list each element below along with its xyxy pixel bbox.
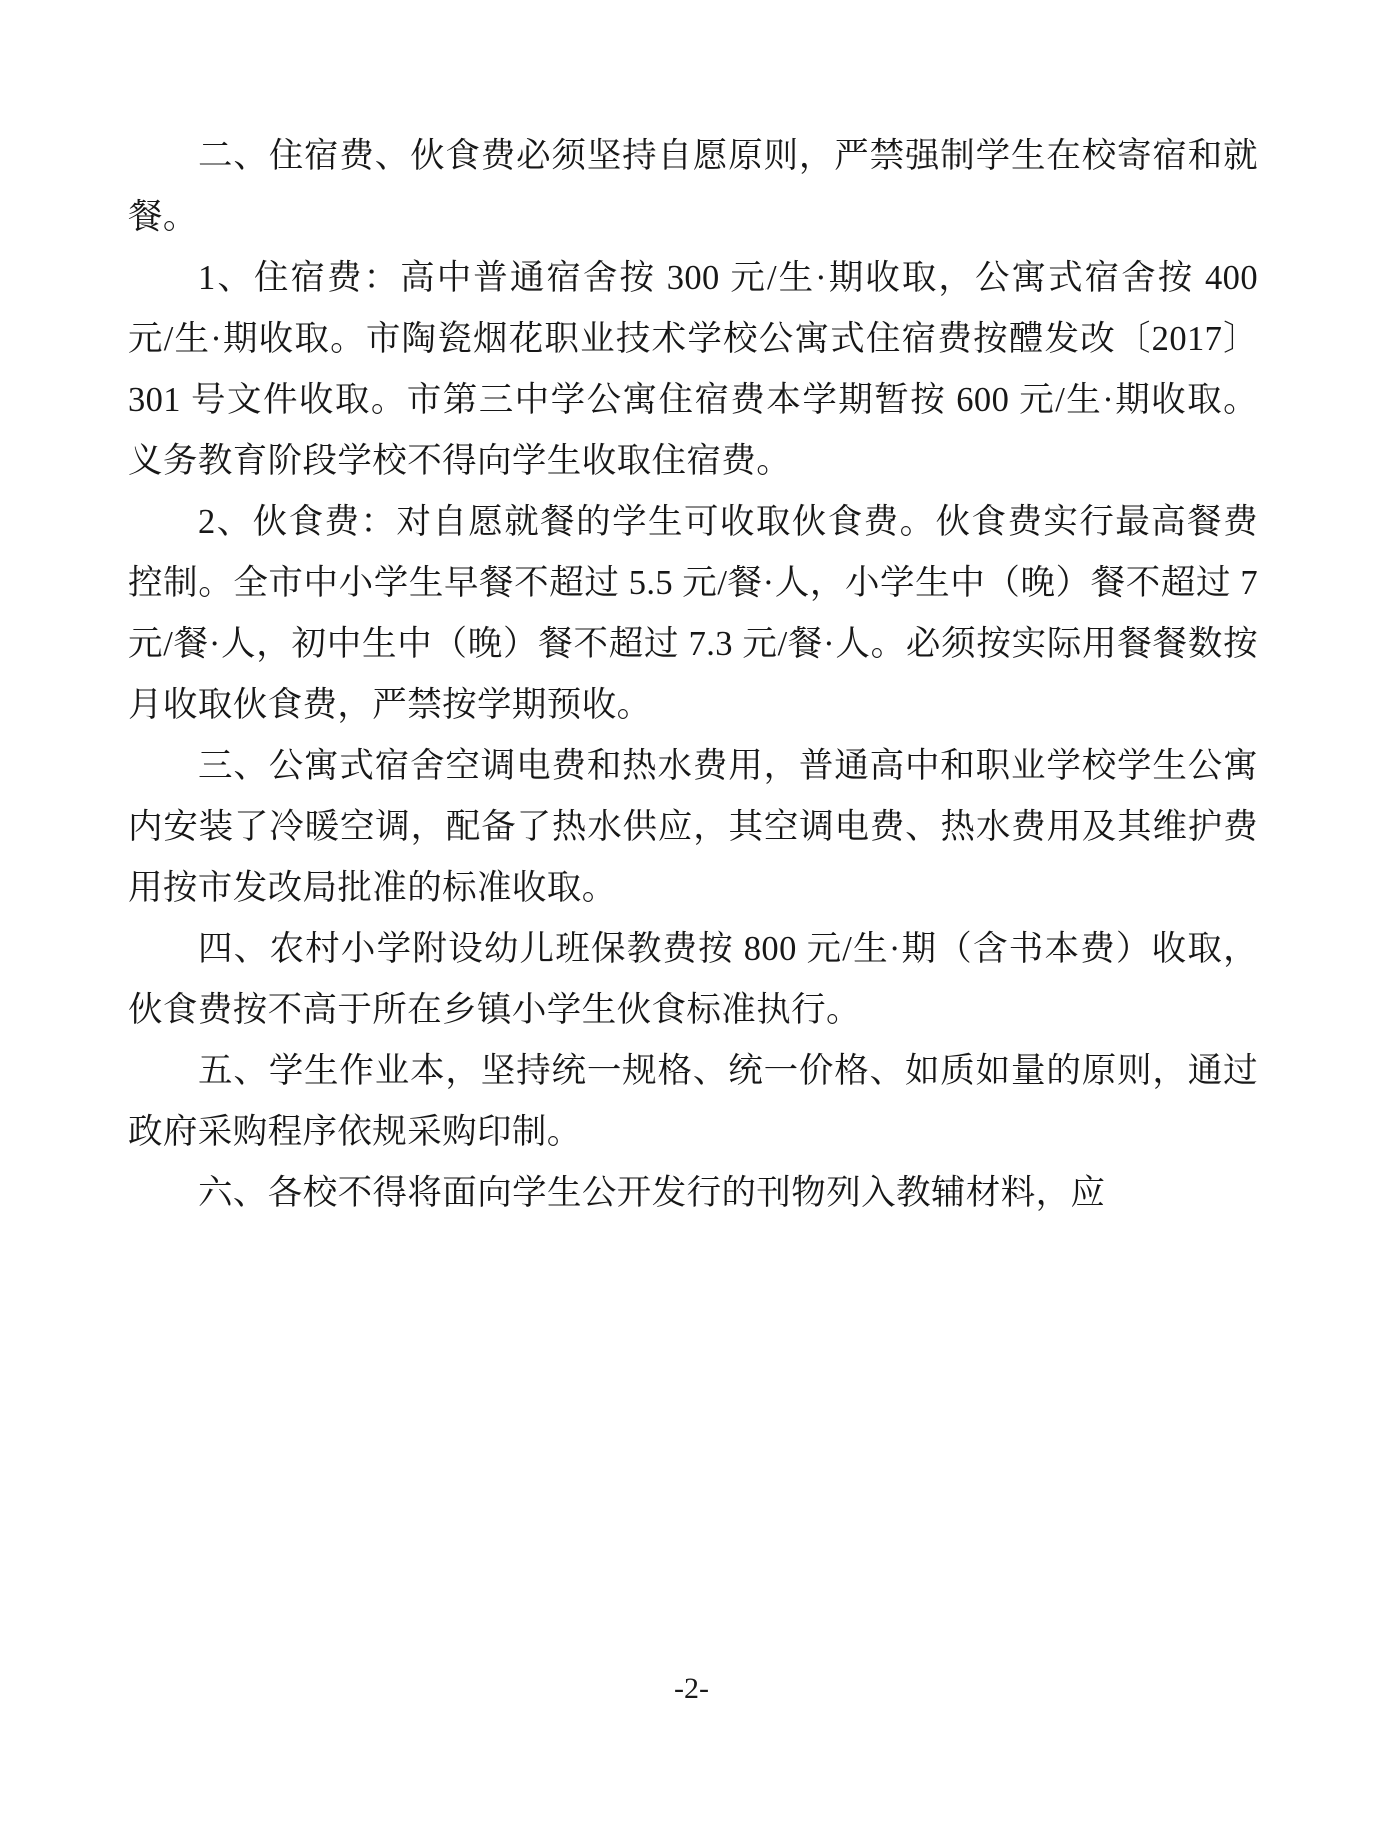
paragraph: 二、住宿费、伙食费必须坚持自愿原则，严禁强制学生在校寄宿和就餐。 <box>128 137 1258 236</box>
paragraph: 六、各校不得将面向学生公开发行的刊物列入教辅材料，应 <box>198 1174 1106 1212</box>
paragraph: 1、住宿费：高中普通宿舍按 300 元/生·期收取，公寓式宿舍按 400 元/生·期收取。市陶瓷烟花职业技术学校公寓式住宿费按醴发改〔2017〕301 号文件收取。市第三中学公寓住宿费本学期暂按 600 元/生·期收取。义务教育阶段学校不得向学生收取住宿费。 <box>128 259 1258 480</box>
paragraph: 2、伙食费：对自愿就餐的学生可收取伙食费。伙食费实行最高餐费控制。全市中小学生早餐不超过 5.5 元/餐·人，小学生中（晚）餐不超过 7 元/餐·人，初中生中（晚）餐不超过 7.3 元/餐·人。必须按实际用餐餐数按月收取伙食费，严禁按学期预收。 <box>128 503 1258 724</box>
paragraph: 三、公寓式宿舍空调电费和热水费用，普通高中和职业学校学生公寓内安装了冷暖空调，配备了热水供应，其空调电费、热水费用及其维护费用按市发改局批准的标准收取。 <box>128 747 1258 907</box>
paragraph: 四、农村小学附设幼儿班保教费按 800 元/生·期（含书本费）收取，伙食费按不高于所在乡镇小学生伙食标准执行。 <box>128 930 1258 1029</box>
page-number: -2- <box>674 1672 709 1705</box>
paragraph: 五、学生作业本，坚持统一规格、统一价格、如质如量的原则，通过政府采购程序依规采购印制。 <box>128 1052 1258 1151</box>
document-body <box>128 126 1258 1224</box>
